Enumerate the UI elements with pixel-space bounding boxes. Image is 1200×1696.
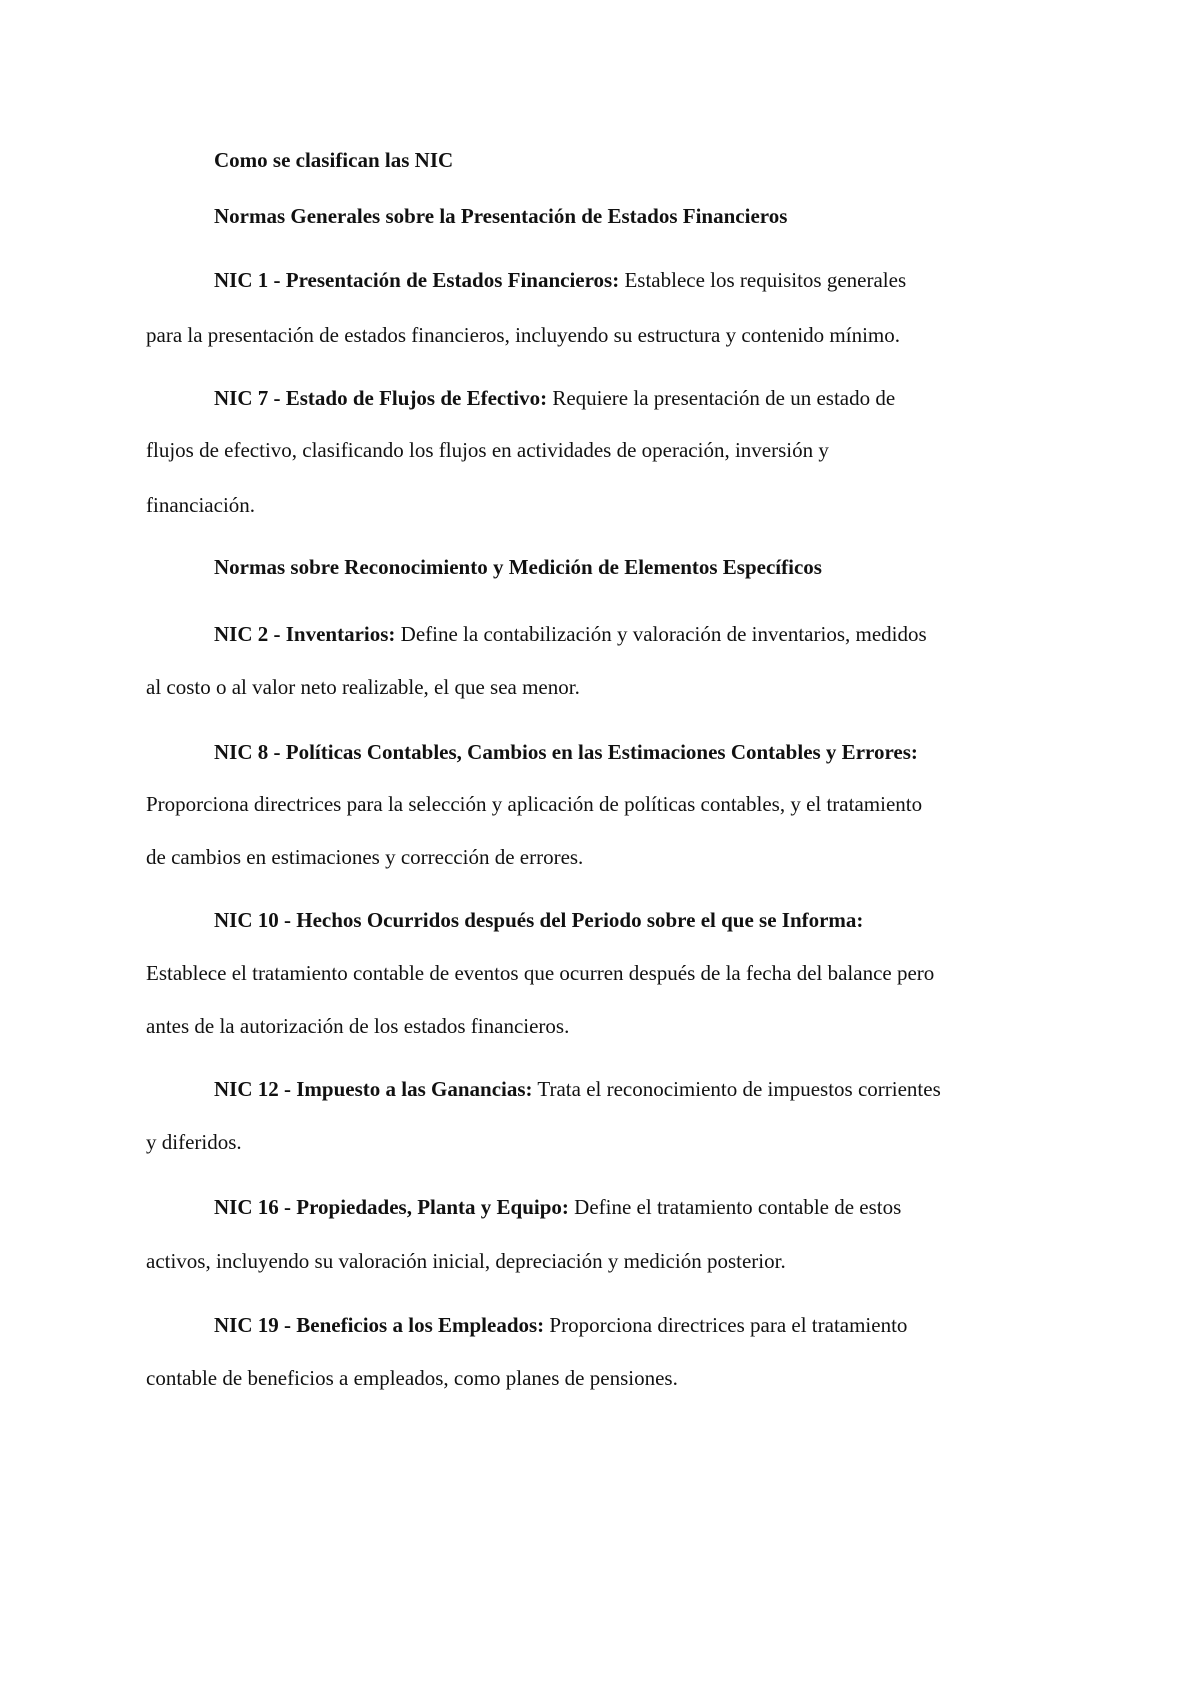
nic-7-label: NIC 7 - Estado de Flujos de Efectivo:	[214, 386, 548, 410]
nic-8-text-2: Proporciona directrices para la selección y aplicación de políticas contables, y el tratamiento	[146, 792, 923, 816]
nic-10-text-2: Establece el tratamiento contable de eventos que ocurren después de la fecha del balance pero	[146, 961, 935, 985]
nic-16-text-2: activos, incluyendo su valoración inicial, depreciación y medición posterior.	[146, 1249, 786, 1273]
nic-1-text-2: para la presentación de estados financieros, incluyendo su estructura y contenido mínimo.	[146, 323, 901, 347]
nic-19-text-2: contable de beneficios a empleados, como planes de pensiones.	[146, 1366, 678, 1390]
document-title: Como se clasifican las NIC	[214, 148, 454, 172]
nic-12-text-2: y diferidos.	[146, 1130, 242, 1154]
nic-2-first-line	[214, 620, 927, 648]
nic-12-text-1: Trata el reconocimiento de impuestos corrientes	[532, 1077, 941, 1101]
nic-2-text-1: Define la contabilización y valoración de inventarios, medidos	[395, 622, 927, 646]
nic-19-text-1: Proporciona directrices para el tratamiento	[544, 1313, 908, 1337]
nic-10-label: NIC 10 - Hechos Ocurridos después del Periodo sobre el que se Informa:	[214, 908, 864, 932]
section-heading-specific: Normas sobre Reconocimiento y Medición de Elementos Específicos	[214, 555, 822, 579]
nic-10-first-line	[214, 906, 863, 934]
nic-2-text-2: al costo o al valor neto realizable, el que sea menor.	[146, 675, 580, 699]
nic-16-first-line	[214, 1193, 901, 1221]
nic-7-text-1: Requiere la presentación de un estado de	[547, 386, 896, 410]
nic-12-label: NIC 12 - Impuesto a las Ganancias:	[214, 1077, 533, 1101]
nic-1-first-line	[214, 266, 906, 294]
section-heading-general: Normas Generales sobre la Presentación de Estados Financieros	[214, 204, 788, 228]
nic-2-label: NIC 2 - Inventarios:	[214, 622, 396, 646]
nic-19-first-line	[214, 1311, 907, 1339]
nic-16-label: NIC 16 - Propiedades, Planta y Equipo:	[214, 1195, 569, 1219]
nic-19-label: NIC 19 - Beneficios a los Empleados:	[214, 1313, 545, 1337]
nic-8-first-line	[214, 738, 918, 766]
nic-7-text-3: financiación.	[146, 493, 256, 517]
nic-7-first-line	[214, 384, 895, 412]
nic-10-text-3: antes de la autorización de los estados financieros.	[146, 1014, 570, 1038]
nic-8-text-3: de cambios en estimaciones y corrección de errores.	[146, 845, 584, 869]
nic-12-first-line	[214, 1075, 941, 1103]
nic-7-text-2: flujos de efectivo, clasificando los flujos en actividades de operación, inversión y	[146, 438, 829, 462]
nic-8-label: NIC 8 - Políticas Contables, Cambios en las Estimaciones Contables y Errores:	[214, 740, 918, 764]
nic-1-label: NIC 1 - Presentación de Estados Financieros:	[214, 268, 620, 292]
nic-1-text-1: Establece los requisitos generales	[619, 268, 907, 292]
nic-16-text-1: Define el tratamiento contable de estos	[568, 1195, 902, 1219]
